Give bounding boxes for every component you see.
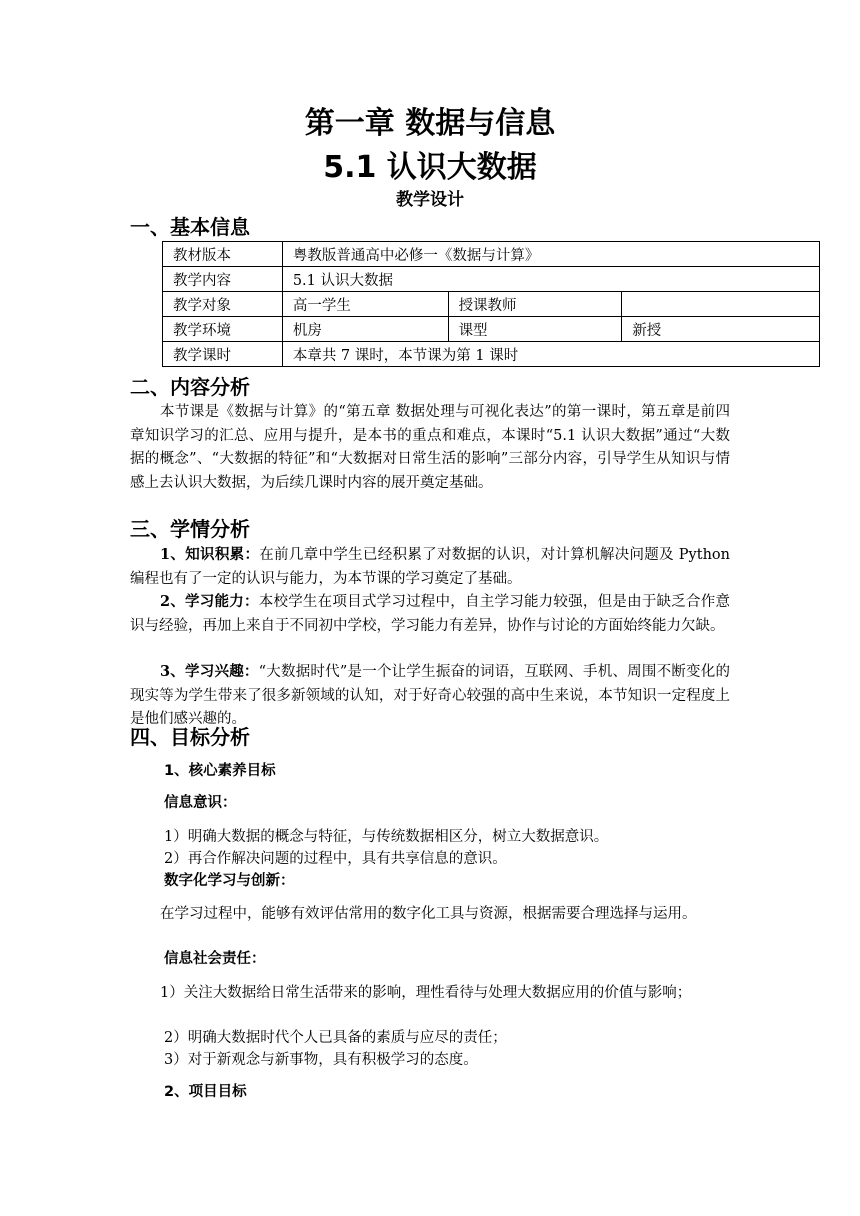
info-awareness-heading: 信息意识： xyxy=(164,795,237,811)
table-label: 课型 xyxy=(448,317,622,342)
info-awareness-item: 1）明确大数据的概念与特征，与传统数据相区分，树立大数据意识。 xyxy=(164,829,609,845)
ability-label: 2、学习能力： xyxy=(160,593,259,610)
content-analysis-text: 本节课是《数据与计算》的“第五章 数据处理与可视化表达”的第一课时，第五章是前四章知识学习的汇总、应用与提升，是本书的重点和难点，本课时“5.1 认识大数据”通过“大数据的概念”、“大数据的特征”和“大数据对日常生活的影响”三部分内容，引导学生从知识与情感上去认识大数据，为后续几课时内容的展开奠定基础。 xyxy=(130,404,730,491)
social-responsibility-item: 3）对于新观念与新事物，具有积极学习的态度。 xyxy=(164,1052,478,1068)
table-value: 高一学生 xyxy=(282,292,448,317)
info-awareness-item: 2）再合作解决问题的过程中，具有共享信息的意识。 xyxy=(164,851,507,867)
knowledge-label: 1、知识积累： xyxy=(160,546,260,563)
table-row xyxy=(163,292,820,317)
table-label: 教学课时 xyxy=(163,342,283,367)
digital-learning-heading: 数字化学习与创新： xyxy=(164,873,295,889)
table-label: 教材版本 xyxy=(163,242,283,267)
table-row xyxy=(163,342,820,367)
learner-paragraph-ability xyxy=(130,590,730,638)
document-subtitle: 教学设计 xyxy=(396,190,464,210)
table-value: 机房 xyxy=(282,317,448,342)
table-row xyxy=(163,242,820,267)
basic-info-table xyxy=(162,241,820,367)
table-value: 新授 xyxy=(622,317,820,342)
social-responsibility-item xyxy=(130,982,730,1006)
table-label: 教学内容 xyxy=(163,267,283,292)
section-heading-content: 二、内容分析 xyxy=(130,375,250,399)
knowledge-text: 在前几章中学生已经积累了对数据的认识，对计算机解决问题及 Python 编程也有了一定的认识与能力，为本节课的学习奠定了基础。 xyxy=(130,547,730,587)
interest-text: “大数据时代”是一个让学生振奋的词语，互联网、手机、周围不断变化的现实等为学生带来了很多新领域的认知，对于好奇心较强的高中生来说，本节知识一定程度上是他们感兴趣的。 xyxy=(130,664,731,727)
chapter-title: 第一章 数据与信息 xyxy=(304,106,556,141)
table-row xyxy=(163,267,820,292)
section-heading-learner: 三、学情分析 xyxy=(130,517,250,541)
table-label: 教学环境 xyxy=(163,317,283,342)
social-item-text: 1）关注大数据给日常生活带来的影响，理性看待与处理大数据应用的价值与影响； xyxy=(160,985,692,1001)
learner-paragraph-interest xyxy=(130,660,730,732)
table-value: 5.1 认识大数据 xyxy=(282,267,819,292)
table-value xyxy=(622,292,820,317)
table-row xyxy=(163,317,820,342)
interest-label: 3、学习兴趣： xyxy=(160,663,259,680)
content-analysis-paragraph xyxy=(130,401,730,495)
table-value: 粤教版普通高中必修一《数据与计算》 xyxy=(282,242,819,267)
project-goal-heading: 2、项目目标 xyxy=(164,1084,247,1100)
table-label: 教学对象 xyxy=(163,292,283,317)
section-heading-goal: 四、目标分析 xyxy=(130,725,250,749)
section-heading-basic: 一、基本信息 xyxy=(130,215,250,239)
ability-text: 本校学生在项目式学习过程中，自主学习能力较强，但是由于缺乏合作意识与经验，再加上来自于不同初中学校，学习能力有差异，协作与讨论的方面始终能力欠缺。 xyxy=(130,594,730,634)
core-literacy-heading: 1、核心素养目标 xyxy=(164,763,276,779)
digital-learning-paragraph xyxy=(130,903,730,927)
learner-paragraph-knowledge xyxy=(130,543,730,591)
digital-learning-text: 在学习过程中，能够有效评估常用的数字化工具与资源，根据需要合理选择与运用。 xyxy=(160,906,697,922)
lesson-title: 5.1 认识大数据 xyxy=(323,150,537,185)
table-value: 本章共 7 课时，本节课为第 1 课时 xyxy=(282,342,819,367)
social-responsibility-heading: 信息社会责任： xyxy=(164,951,266,967)
social-responsibility-item: 2）明确大数据时代个人已具备的素质与应尽的责任； xyxy=(164,1030,507,1046)
table-label: 授课教师 xyxy=(448,292,622,317)
